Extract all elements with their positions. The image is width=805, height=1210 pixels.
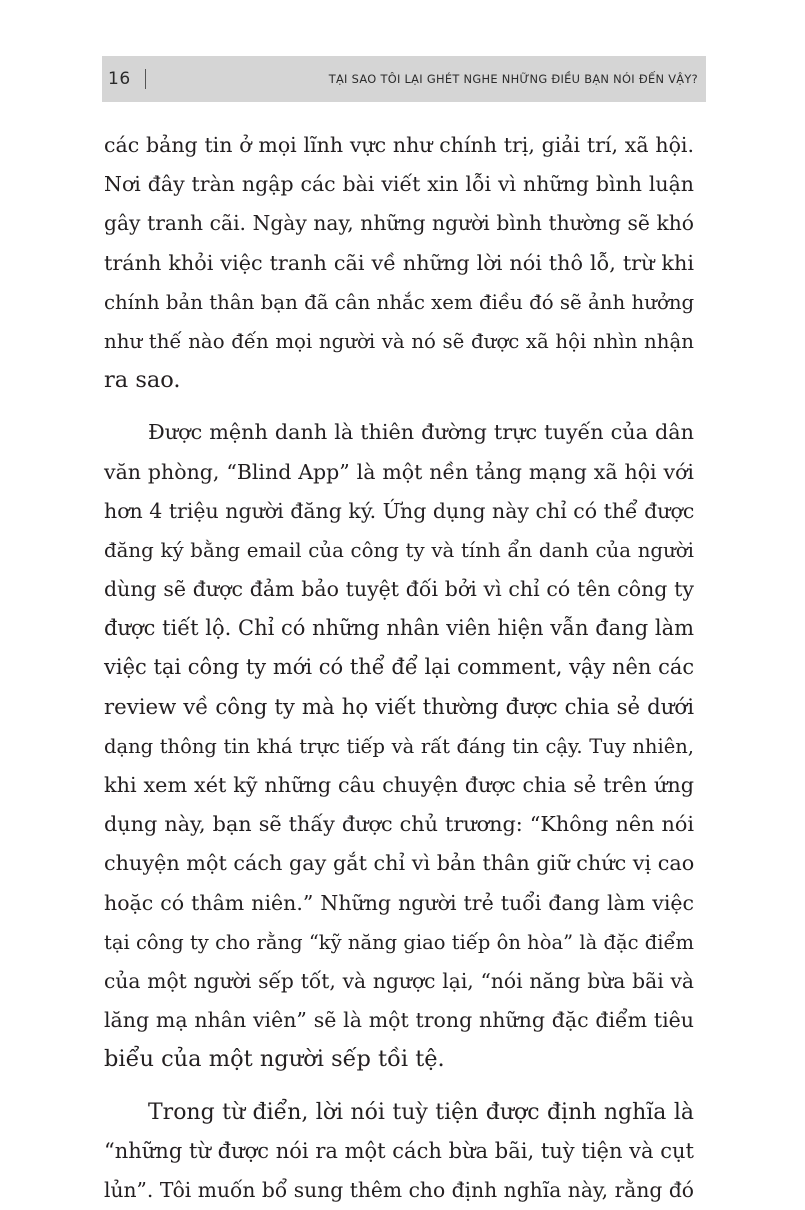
paragraph-2 [104, 413, 694, 1079]
running-title: TẠI SAO TÔI LẠI GHÉT NGHE NHỮNG ĐIỀU BẠN NÓI ĐẾN VẬY? [329, 72, 698, 86]
text-line: dụng này, bạn sẽ thấy được chủ trương: “Không nên nói [104, 805, 694, 844]
running-header [102, 56, 706, 102]
text-line: review về công ty mà họ viết thường được chia sẻ dưới [104, 688, 694, 727]
text-line: dùng sẽ được đảm bảo tuyệt đối bởi vì chỉ có tên công ty [104, 570, 694, 609]
text-line: khi xem xét kỹ những câu chuyện được chia sẻ trên ứng [104, 766, 694, 805]
text-line: Nơi đây tràn ngập các bài viết xin lỗi vì những bình luận [104, 165, 694, 204]
text-line: của một người sếp tốt, và ngược lại, “nói năng bừa bãi và [104, 962, 694, 1001]
page-number: 16 [108, 69, 131, 89]
text-line: tránh khỏi việc tranh cãi về những lời nói thô lỗ, trừ khi [104, 244, 694, 283]
text-line: đăng ký bằng email của công ty và tính ẩn danh của người [104, 531, 694, 570]
text-line: gây tranh cãi. Ngày nay, những người bình thường sẽ khó [104, 204, 694, 243]
text-line: chính bản thân bạn đã cân nhắc xem điều đó sẽ ảnh hưởng [104, 283, 694, 322]
text-line: Trong từ điển, lời nói tuỳ tiện được định nghĩa là [104, 1093, 694, 1132]
text-line: các bảng tin ở mọi lĩnh vực như chính trị, giải trí, xã hội. [104, 126, 694, 165]
text-line: văn phòng, “Blind App” là một nền tảng mạng xã hội với [104, 453, 694, 492]
text-line: việc tại công ty mới có thể để lại comment, vậy nên các [104, 648, 694, 687]
text-line: ra sao. [104, 361, 694, 400]
text-line: lủn”. Tôi muốn bổ sung thêm cho định nghĩa này, rằng đó [104, 1171, 694, 1210]
text-line: hơn 4 triệu người đăng ký. Ứng dụng này chỉ có thể được [104, 492, 694, 531]
text-line: “những từ được nói ra một cách bừa bãi, tuỳ tiện và cụt [104, 1132, 694, 1171]
paragraph-1 [104, 126, 694, 400]
text-line: dạng thông tin khá trực tiếp và rất đáng tin cậy. Tuy nhiên, [104, 727, 694, 766]
paragraph-3 [104, 1093, 694, 1210]
text-line: chuyện một cách gay gắt chỉ vì bản thân giữ chức vị cao [104, 844, 694, 883]
header-divider [145, 69, 146, 89]
page-number-group [108, 69, 146, 89]
text-line: lăng mạ nhân viên” sẽ là một trong những đặc điểm tiêu [104, 1001, 694, 1040]
text-line: biểu của một người sếp tồi tệ. [104, 1040, 694, 1079]
text-line: tại công ty cho rằng “kỹ năng giao tiếp ôn hòa” là đặc điểm [104, 923, 694, 962]
text-line: Được mệnh danh là thiên đường trực tuyến của dân [104, 413, 694, 452]
text-line: hoặc có thâm niên.” Những người trẻ tuổi đang làm việc [104, 884, 694, 923]
body-text [104, 126, 694, 1210]
text-line: như thế nào đến mọi người và nó sẽ được xã hội nhìn nhận [104, 322, 694, 361]
text-line: được tiết lộ. Chỉ có những nhân viên hiện vẫn đang làm [104, 609, 694, 648]
